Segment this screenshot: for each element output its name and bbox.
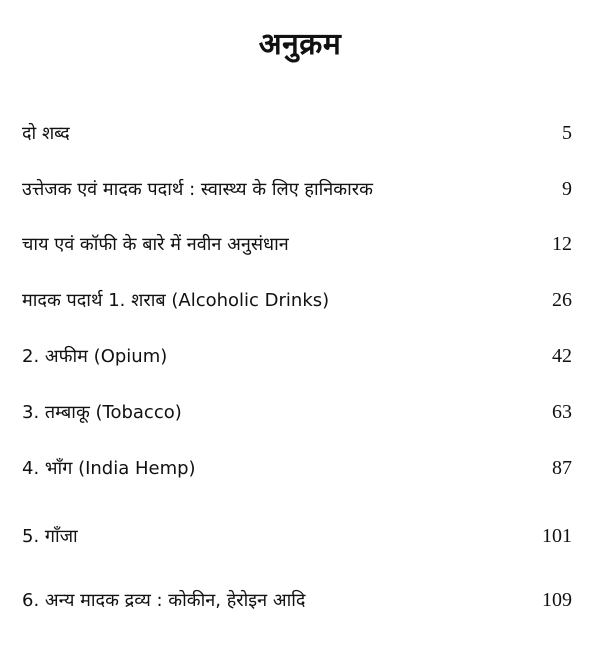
toc-entry-page: 12 — [552, 233, 572, 255]
toc-entry-title: 4. भाँग (India Hemp) — [22, 458, 196, 479]
toc-entry-title: दो शब्द — [22, 123, 70, 144]
toc-entry — [22, 524, 572, 552]
toc-entry-title: उत्तेजक एवं मादक पदार्थ : स्वास्थ्य के लिए हानिकारक — [22, 179, 373, 200]
toc-entry-page: 9 — [562, 178, 572, 200]
toc-entry — [22, 400, 572, 428]
toc-entry-title: 5. गाँजा — [22, 526, 78, 547]
toc-entry — [22, 232, 572, 260]
toc-entry-page: 101 — [542, 525, 572, 547]
toc-entry-title: 6. अन्य मादक द्रव्य : कोकीन, हेरोइन आदि — [22, 590, 306, 611]
toc-entry — [22, 288, 572, 316]
toc-entry-page: 42 — [552, 345, 572, 367]
toc-entry-title: 3. तम्बाकू (Tobacco) — [22, 402, 182, 423]
toc-entry-page: 109 — [542, 589, 572, 611]
toc-entry — [22, 121, 572, 149]
toc-entry-title: 2. अफीम (Opium) — [22, 346, 168, 367]
toc-entry — [22, 177, 572, 205]
toc-entry-page: 26 — [552, 289, 572, 311]
toc-entry-page: 87 — [552, 457, 572, 479]
toc-entry-title: चाय एवं कॉफी के बारे में नवीन अनुसंधान — [22, 234, 289, 255]
toc-entry — [22, 588, 572, 616]
toc-entry-page: 5 — [562, 122, 572, 144]
toc-entry-title: मादक पदार्थ 1. शराब (Alcoholic Drinks) — [22, 290, 330, 311]
toc-entry — [22, 456, 572, 484]
toc-entry-page: 63 — [552, 401, 572, 423]
toc-entry — [22, 344, 572, 372]
page-title: अनुक्रम — [258, 27, 342, 62]
